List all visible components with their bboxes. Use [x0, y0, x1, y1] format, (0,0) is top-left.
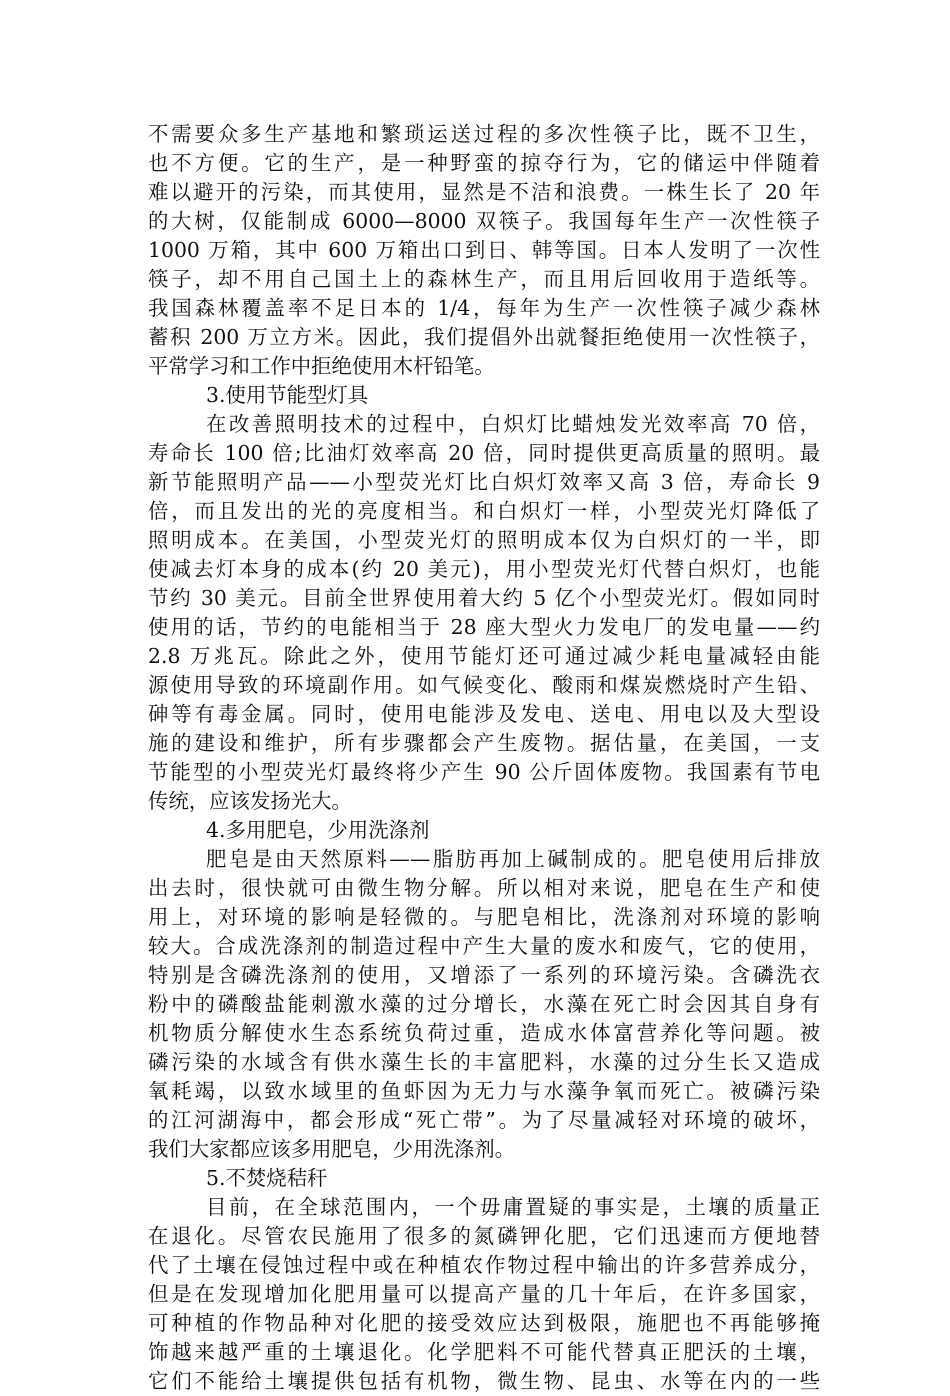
document-page: [148, 120, 820, 1396]
text-line: 的大树，仅能制成 6000—8000 双筷子。我国每年生产一次性筷子: [148, 209, 820, 233]
text-line: 节能型的小型荧光灯最终将少产生 90 公斤固体废物。我国素有节电: [148, 760, 820, 784]
text-line: 传统，应该发扬光大。: [148, 789, 352, 813]
text-line: 磷污染的水域含有供水藻生长的丰富肥料，水藻的过分生长又造成: [148, 1050, 820, 1074]
text-line: 新节能照明产品——小型荧光灯比白炽灯效率又高 3 倍，寿命长 9: [148, 470, 820, 494]
text-line: 不需要众多生产基地和繁琐运送过程的多次性筷子比，既不卫生，: [148, 122, 820, 146]
text-line: 但是在发现增加化肥用量可以提高产量的几十年后，在许多国家，: [148, 1282, 820, 1306]
paragraph-straw: [148, 1193, 820, 1396]
text-line: 源使用导致的环境副作用。如气候变化、酸雨和煤炭燃烧时产生铅、: [148, 673, 820, 697]
text-line: 代了土壤在侵蚀过程中或在种植农作物过程中输出的许多营养成分，: [148, 1253, 820, 1277]
text-line: 使减去灯本身的成本(约 20 美元)，用小型荧光灯代替白炽灯，也能: [148, 557, 820, 581]
text-line: 特别是含磷洗涤剂的使用，又增添了一系列的环境污染。含磷洗衣: [148, 963, 820, 987]
text-line: 出去时，很快就可由微生物分解。所以相对来说，肥皂在生产和使: [148, 876, 820, 900]
text-line: 照明成本。在美国，小型荧光灯的照明成本仅为白炽灯的一半，即: [148, 528, 820, 552]
text-line: 寿命长 100 倍;比油灯效率高 20 倍，同时提供更高质量的照明。最: [148, 441, 820, 465]
text-line: 1000 万箱，其中 600 万箱出口到日、韩等国。日本人发明了一次性: [148, 238, 820, 262]
text-line: 2.8 万兆瓦。除此之外，使用节能灯还可通过减少耗电量减轻由能: [148, 644, 820, 668]
text-line: 施的建设和维护，所有步骤都会产生废物。据估量，在美国，一支: [148, 731, 820, 755]
section-heading-energy-saving-lamps: 3.使用节能型灯具: [206, 383, 369, 407]
section-heading-soap: 4.多用肥皂，少用洗涤剂: [206, 818, 430, 842]
text-line: 粉中的磷酸盐能刺激水藻的过分增长，水藻在死亡时会因其自身有: [148, 992, 820, 1016]
text-line: 倍，而且发出的光的亮度相当。和白炽灯一样，小型荧光灯降低了: [148, 499, 820, 523]
paragraph-soap: [148, 845, 820, 1164]
paragraph-chopsticks: [148, 120, 820, 381]
paragraph-lamps: [148, 410, 820, 816]
text-line: 肥皂是由天然原料——脂肪再加上碱制成的。肥皂使用后排放: [206, 847, 820, 871]
text-line: 使用的话，节约的电能相当于 28 座大型火力发电厂的发电量——约: [148, 615, 820, 639]
text-line: 节约 30 美元。目前全世界使用着大约 5 亿个小型荧光灯。假如同时: [148, 586, 820, 610]
text-line: 目前，在全球范围内，一个毋庸置疑的事实是，土壤的质量正: [206, 1195, 820, 1219]
text-line: 筷子，却不用自己国土上的森林生产，而且用后回收用于造纸等。: [148, 267, 820, 291]
text-line: 氧耗竭，以致水域里的鱼虾因为无力与水藻争氧而死亡。被磷污染: [148, 1079, 820, 1103]
text-line: 较大。合成洗涤剂的制造过程中产生大量的废水和废气，它的使用，: [148, 934, 820, 958]
text-line: 饰越来越严重的土壤退化。化学肥料不可能代替真正肥沃的土壤，: [148, 1340, 820, 1364]
text-line: 它们不能给土壤提供包括有机物，微生物、昆虫、水等在内的一些: [148, 1369, 820, 1393]
text-line: 蓄积 200 万立方米。因此，我们提倡外出就餐拒绝使用一次性筷子，: [148, 325, 820, 349]
text-line: 可种植的作物品种对化肥的接受效应达到极限，施肥也不再能够掩: [148, 1311, 820, 1335]
text-line: 也不方便。它的生产，是一种野蛮的掠夺行为，它的储运中伴随着: [148, 151, 820, 175]
text-line: 用上，对环境的影响是轻微的。与肥皂相比，洗涤剂对环境的影响: [148, 905, 820, 929]
text-line: 在退化。尽管农民施用了很多的氮磷钾化肥，它们迅速而方便地替: [148, 1224, 820, 1248]
text-line: 难以避开的污染，而其使用，显然是不洁和浪费。一株生长了 20 年: [148, 180, 820, 204]
text-line: 我们大家都应该多用肥皂，少用洗涤剂。: [148, 1137, 516, 1161]
text-line: 砷等有毒金属。同时，使用电能涉及发电、送电、用电以及大型设: [148, 702, 820, 726]
text-line: 我国森林覆盖率不足日本的 1/4，每年为生产一次性筷子减少森林: [148, 296, 820, 320]
text-line: 机物质分解使水生态系统负荷过重，造成水体富营养化等问题。被: [148, 1021, 820, 1045]
text-line: 的江河湖海中，都会形成“死亡带”。为了尽量减轻对环境的破坏，: [148, 1108, 820, 1132]
text-line: 在改善照明技术的过程中，白炽灯比蜡烛发光效率高 70 倍，: [206, 412, 820, 436]
text-line: 平常学习和工作中拒绝使用木杆铅笔。: [148, 354, 495, 378]
section-heading-straw-burning: 5.不焚烧秸秆: [206, 1166, 328, 1190]
